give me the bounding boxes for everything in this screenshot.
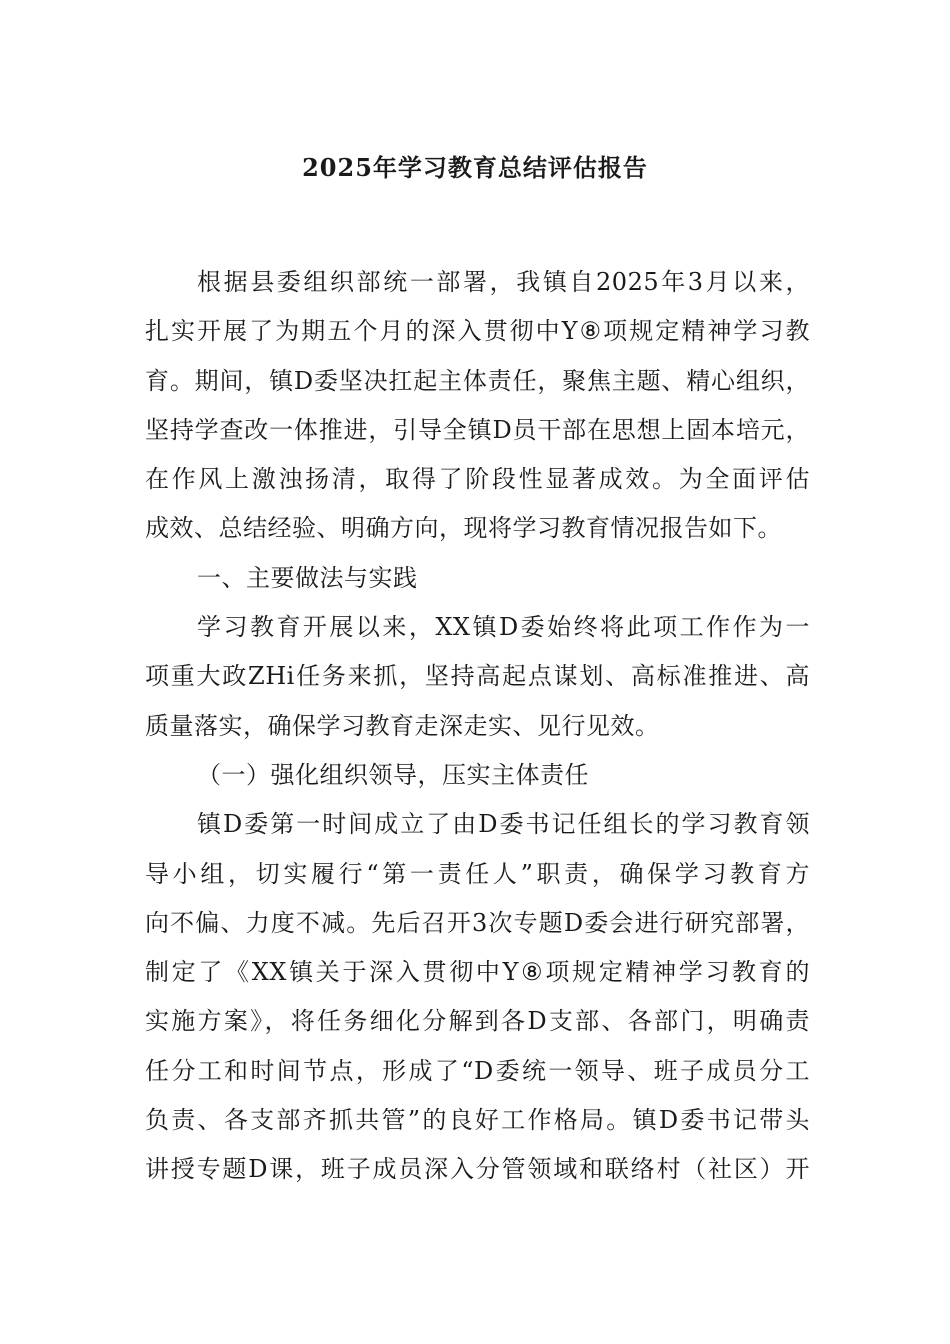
paragraph-line: 学习教育开展以来，XX镇D委始终将此项工作作为一 <box>197 613 810 642</box>
paragraph-line: 导小组，切实履行“第一责任人”职责，确保学习教育方 <box>145 859 810 888</box>
document-body <box>145 258 810 1195</box>
paragraph-line: 实施方案》，将任务细化分解到各D支部、各部门，明确责 <box>145 1007 810 1036</box>
paragraph-line: 负责、各支部齐抓共管”的良好工作格局。镇D委书记带头 <box>145 1106 810 1135</box>
paragraph-line: 讲授专题D课，班子成员深入分管领域和联络村（社区）开 <box>145 1155 810 1184</box>
paragraph-line: 任分工和时间节点，形成了“D委统一领导、班子成员分工 <box>145 1056 810 1085</box>
paragraph-line: 项重大政ZHi任务来抓，坚持高起点谋划、高标准推进、高 <box>145 662 810 691</box>
paragraph-line: 在作风上激浊扬清，取得了阶段性显著成效。为全面评估 <box>145 465 810 494</box>
section-heading: 一、主要做法与实践 <box>197 563 418 592</box>
paragraph-line: 扎实开展了为期五个月的深入贯彻中Y⑧项规定精神学习教 <box>145 317 810 346</box>
paragraph-line: 质量落实，确保学习教育走深走实、见行见效。 <box>145 711 660 740</box>
paragraph-line: 向不偏、力度不减。先后召开3次专题D委会进行研究部署， <box>145 908 810 937</box>
paragraph-line: 坚持学查改一体推进，引导全镇D员干部在思想上固本培元， <box>145 415 810 444</box>
document-title: 2025年学习教育总结评估报告 <box>302 153 648 182</box>
paragraph-line: 根据县委组织部统一部署，我镇自2025年3月以来， <box>197 268 810 296</box>
paragraph-line: 育。期间，镇D委坚决扛起主体责任，聚焦主题、精心组织， <box>145 366 810 395</box>
paragraph-line: 制定了《XX镇关于深入贯彻中Y⑧项规定精神学习教育的 <box>145 958 810 987</box>
paragraph-line: 成效、总结经验、明确方向，现将学习教育情况报告如下。 <box>145 514 782 543</box>
subsection-heading: （一）强化组织领导，压实主体责任 <box>197 760 589 789</box>
paragraph-line: 镇D委第一时间成立了由D委书记任组长的学习教育领 <box>197 810 810 839</box>
